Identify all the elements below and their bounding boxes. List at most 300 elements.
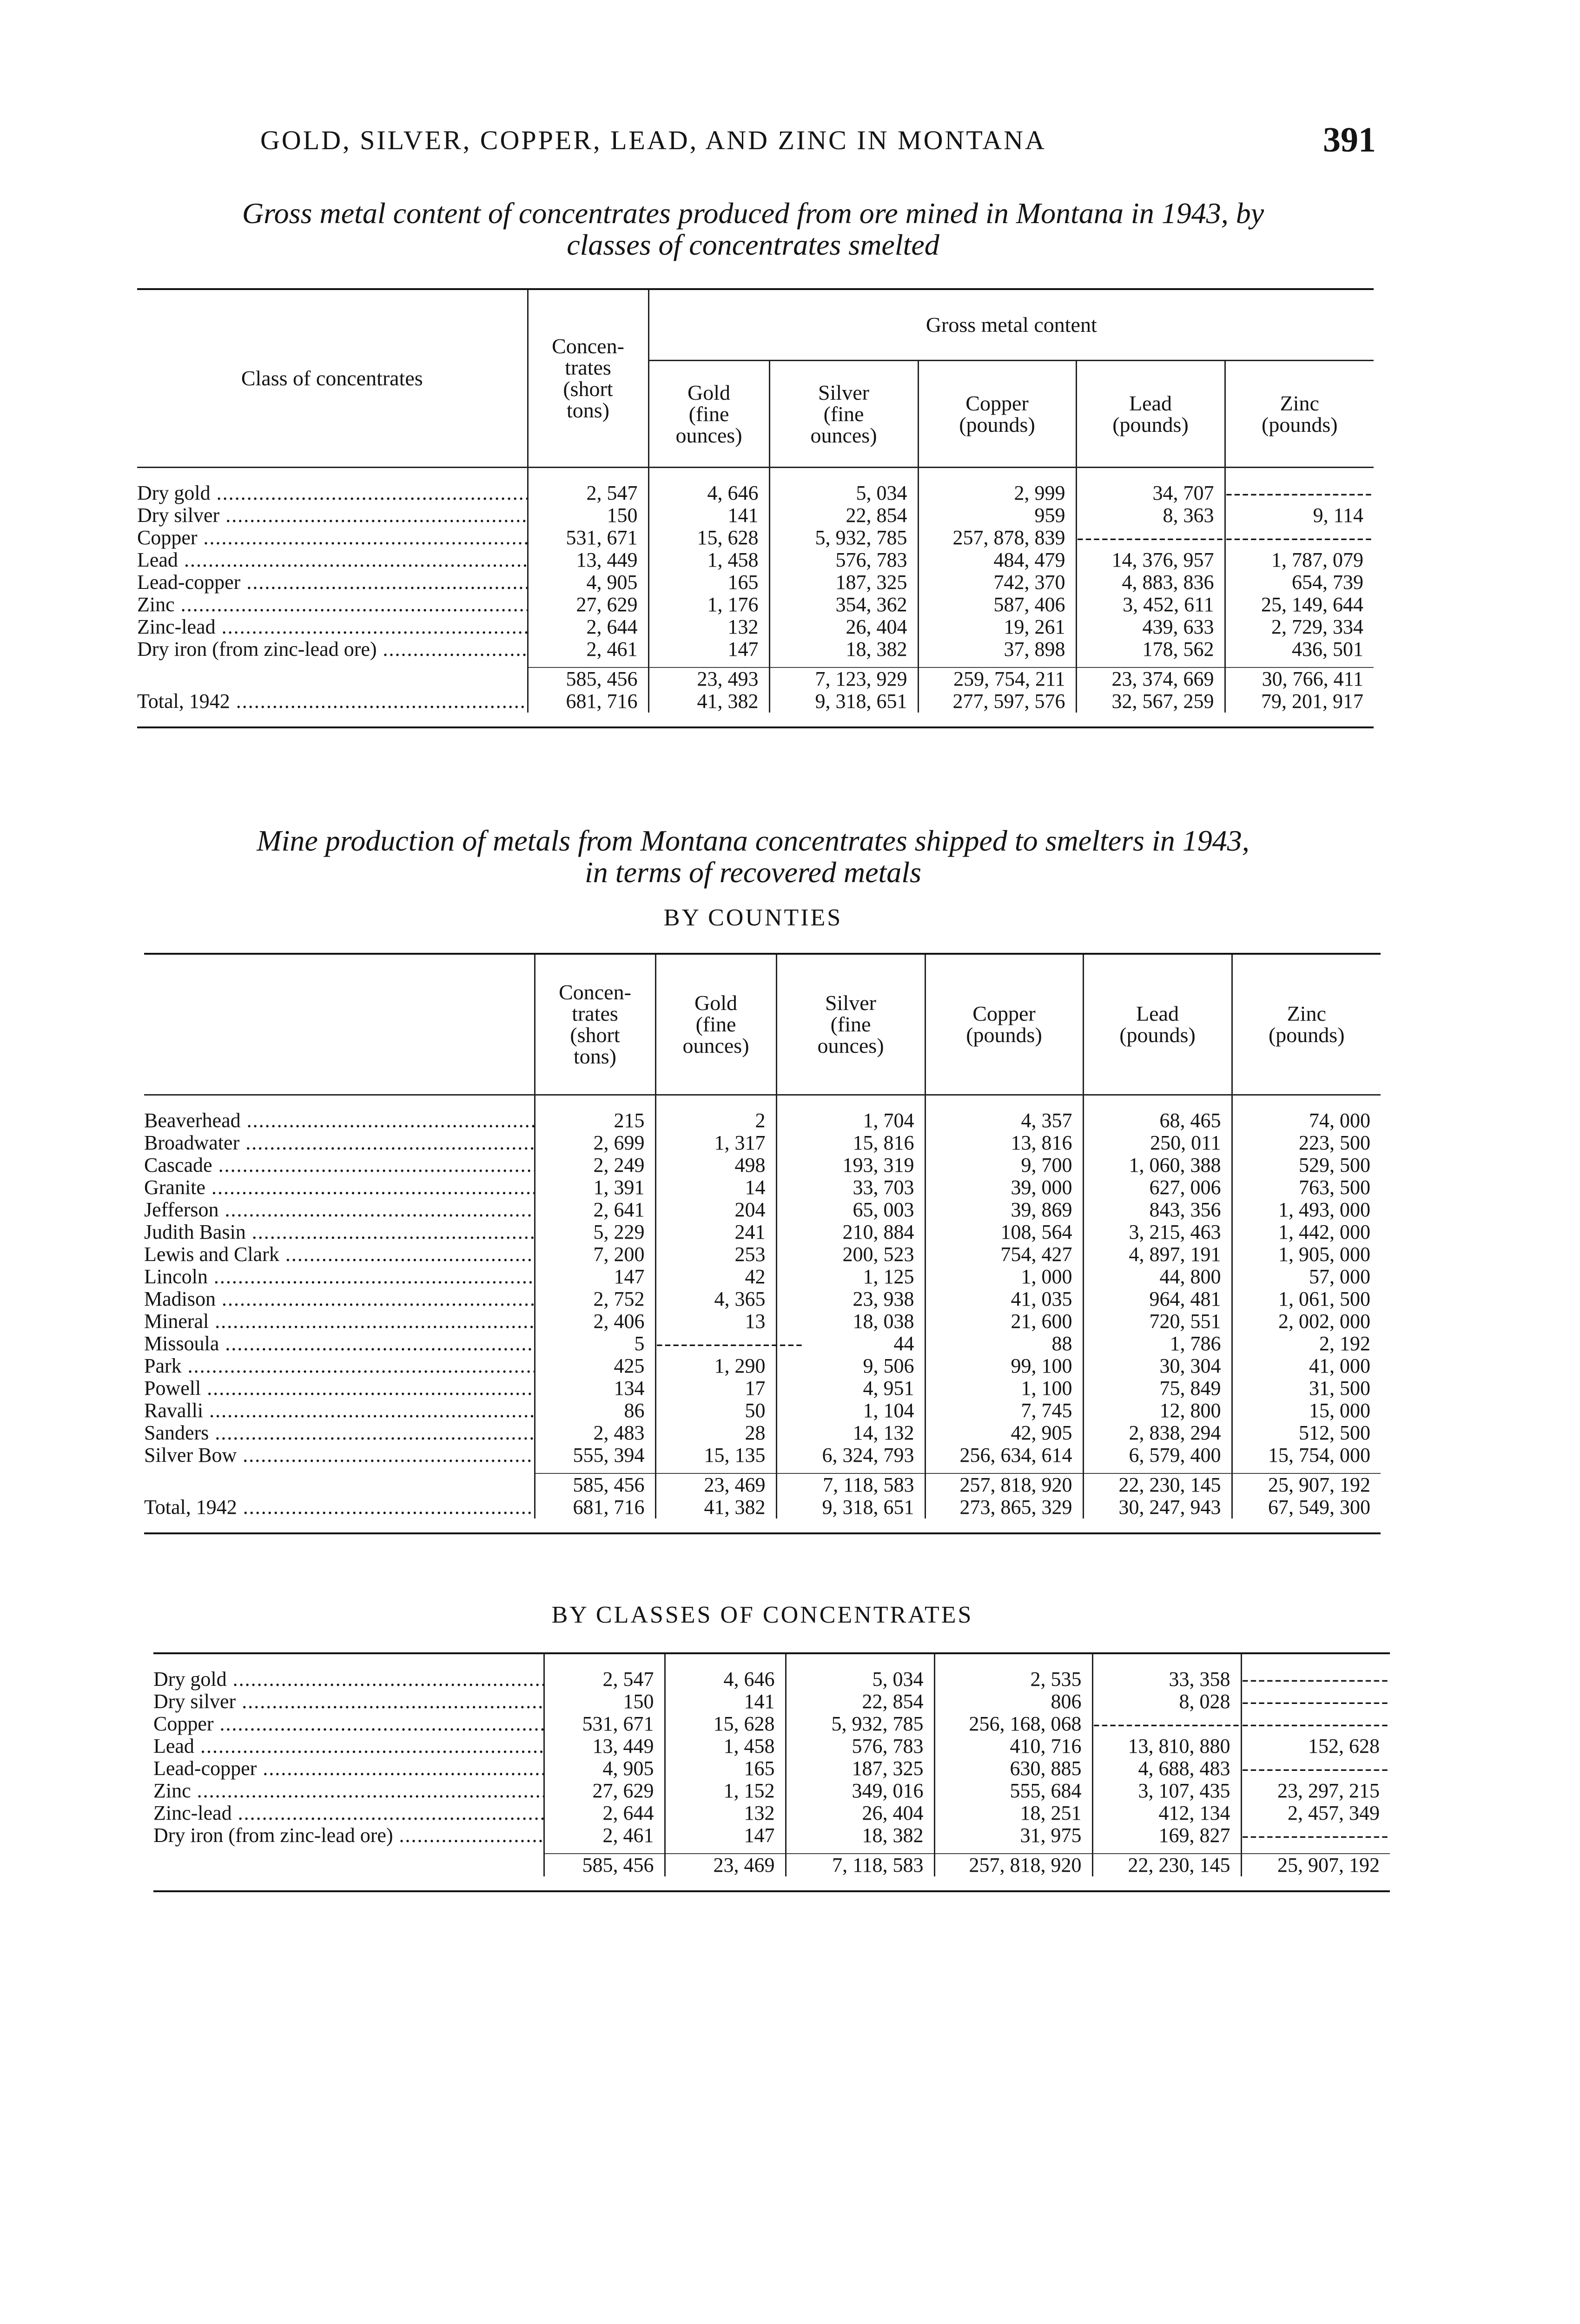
value-cell: 6, 579, 400 bbox=[1083, 1444, 1232, 1466]
value-cell: 23, 938 bbox=[776, 1288, 925, 1310]
value-cell: 2, 644 bbox=[544, 1802, 665, 1824]
t2-body bbox=[144, 1095, 1381, 1519]
value-cell: 484, 479 bbox=[918, 549, 1076, 571]
value-cell: 14, 376, 957 bbox=[1076, 549, 1225, 571]
value-cell: 14 bbox=[655, 1176, 776, 1199]
value-cell: 529, 500 bbox=[1232, 1154, 1381, 1176]
value-cell: 1, 060, 388 bbox=[1083, 1154, 1232, 1176]
t1-header-copper: Copper (pounds) bbox=[918, 361, 1076, 468]
row-label: Lead ..... bbox=[153, 1735, 544, 1757]
empty-cell-dashes bbox=[1241, 1713, 1390, 1735]
value-cell: 1, 061, 500 bbox=[1232, 1288, 1381, 1310]
table-row bbox=[144, 1132, 1381, 1154]
value-cell: 30, 247, 943 bbox=[1083, 1496, 1232, 1519]
value-cell: 257, 818, 920 bbox=[934, 1854, 1092, 1876]
value-cell: 4, 905 bbox=[528, 571, 648, 594]
value-cell: 17 bbox=[655, 1377, 776, 1400]
table-row bbox=[144, 1154, 1381, 1176]
table-row bbox=[144, 1377, 1381, 1400]
row-label: Zinc-lead ..... bbox=[153, 1802, 544, 1824]
value-cell: 843, 356 bbox=[1083, 1199, 1232, 1221]
value-cell: 1, 100 bbox=[925, 1377, 1083, 1400]
value-cell: 187, 325 bbox=[786, 1757, 934, 1780]
value-cell: 50 bbox=[655, 1400, 776, 1422]
table-row bbox=[137, 638, 1374, 660]
value-cell: 1, 786 bbox=[1083, 1333, 1232, 1355]
value-cell: 256, 168, 068 bbox=[934, 1713, 1092, 1735]
value-cell: 2, 752 bbox=[535, 1288, 655, 1310]
value-cell: 256, 634, 614 bbox=[925, 1444, 1083, 1466]
value-cell: 178, 562 bbox=[1076, 638, 1225, 660]
value-cell: 2, 406 bbox=[535, 1310, 655, 1333]
value-cell: 2, 838, 294 bbox=[1083, 1422, 1232, 1444]
value-cell: 7, 745 bbox=[925, 1400, 1083, 1422]
value-cell: 187, 325 bbox=[769, 571, 918, 594]
row-label: Total, 1942 ..... bbox=[137, 690, 528, 713]
row-label: Madison ..... bbox=[144, 1288, 535, 1310]
row-label: Dry gold ..... bbox=[153, 1668, 544, 1690]
value-cell: 25, 149, 644 bbox=[1225, 594, 1374, 616]
table-row bbox=[144, 1310, 1381, 1333]
value-cell: 13, 816 bbox=[925, 1132, 1083, 1154]
value-cell: 585, 456 bbox=[528, 667, 648, 690]
value-cell: 31, 975 bbox=[934, 1824, 1092, 1847]
t3-body bbox=[153, 1654, 1390, 1876]
value-cell: 439, 633 bbox=[1076, 616, 1225, 638]
value-cell: 2, 461 bbox=[528, 638, 648, 660]
row-label: Zinc ..... bbox=[137, 594, 528, 616]
value-cell: 18, 382 bbox=[786, 1824, 934, 1847]
value-cell: 150 bbox=[528, 504, 648, 527]
table-row bbox=[144, 1333, 1381, 1355]
table-mine-production-by-counties bbox=[144, 953, 1381, 1534]
value-cell: 86 bbox=[535, 1400, 655, 1422]
value-cell: 1, 000 bbox=[925, 1266, 1083, 1288]
total-row bbox=[144, 1496, 1381, 1519]
value-cell: 34, 707 bbox=[1076, 482, 1225, 504]
value-cell: 74, 000 bbox=[1232, 1109, 1381, 1132]
value-cell: 5, 932, 785 bbox=[769, 527, 918, 549]
value-cell: 587, 406 bbox=[918, 594, 1076, 616]
value-cell: 4, 357 bbox=[925, 1109, 1083, 1132]
row-label: Lead-copper ..... bbox=[137, 571, 528, 594]
value-cell: 576, 783 bbox=[786, 1735, 934, 1757]
value-cell: 8, 363 bbox=[1076, 504, 1225, 527]
row-label: Dry gold ..... bbox=[137, 482, 528, 504]
value-cell: 13 bbox=[655, 1310, 776, 1333]
table-row bbox=[144, 1221, 1381, 1243]
value-cell: 4, 646 bbox=[665, 1668, 786, 1690]
value-cell: 585, 456 bbox=[535, 1473, 655, 1496]
row-label: Mineral ..... bbox=[144, 1310, 535, 1333]
value-cell: 5 bbox=[535, 1333, 655, 1355]
row-label: Powell ..... bbox=[144, 1377, 535, 1400]
running-title: GOLD, SILVER, COPPER, LEAD, AND ZINC IN MONTANA bbox=[260, 125, 1046, 155]
row-label bbox=[153, 1854, 544, 1876]
value-cell: 531, 671 bbox=[544, 1713, 665, 1735]
value-cell: 1, 104 bbox=[776, 1400, 925, 1422]
value-cell: 15, 135 bbox=[655, 1444, 776, 1466]
t2-header-gold: Gold (fine ounces) bbox=[655, 954, 776, 1095]
value-cell: 7, 118, 583 bbox=[776, 1473, 925, 1496]
value-cell: 8, 028 bbox=[1092, 1690, 1241, 1713]
t1-header-concentrates: Concen- trates (short tons) bbox=[528, 289, 648, 468]
value-cell: 27, 629 bbox=[544, 1780, 665, 1802]
empty-cell-dashes bbox=[1241, 1757, 1390, 1780]
value-cell: 169, 827 bbox=[1092, 1824, 1241, 1847]
value-cell: 2, 249 bbox=[535, 1154, 655, 1176]
t3-foot bbox=[153, 1876, 1390, 1891]
table-gross-metal-content bbox=[137, 288, 1374, 728]
value-cell: 2, 192 bbox=[1232, 1333, 1381, 1355]
value-cell: 30, 766, 411 bbox=[1225, 667, 1374, 690]
value-cell: 22, 230, 145 bbox=[1083, 1473, 1232, 1496]
table-row bbox=[144, 1444, 1381, 1466]
t1-foot bbox=[137, 713, 1374, 727]
t1-header-class: Class of concentrates bbox=[137, 289, 528, 468]
t1-header-zinc: Zinc (pounds) bbox=[1225, 361, 1374, 468]
value-cell: 9, 506 bbox=[776, 1355, 925, 1377]
value-cell: 18, 382 bbox=[769, 638, 918, 660]
value-cell: 18, 038 bbox=[776, 1310, 925, 1333]
value-cell: 132 bbox=[665, 1802, 786, 1824]
value-cell: 630, 885 bbox=[934, 1757, 1092, 1780]
t1-header-gold: Gold (fine ounces) bbox=[648, 361, 769, 468]
empty-cell-dashes bbox=[1241, 1690, 1390, 1713]
value-cell: 576, 783 bbox=[769, 549, 918, 571]
value-cell: 19, 261 bbox=[918, 616, 1076, 638]
t2-header-label bbox=[144, 954, 535, 1095]
value-cell: 354, 362 bbox=[769, 594, 918, 616]
value-cell: 5, 229 bbox=[535, 1221, 655, 1243]
value-cell: 9, 700 bbox=[925, 1154, 1083, 1176]
t1-header-group: Gross metal content bbox=[648, 289, 1374, 361]
value-cell: 141 bbox=[665, 1690, 786, 1713]
value-cell: 23, 374, 669 bbox=[1076, 667, 1225, 690]
row-label: Lead-copper ..... bbox=[153, 1757, 544, 1780]
value-cell: 39, 000 bbox=[925, 1176, 1083, 1199]
empty-cell-dashes bbox=[1225, 482, 1374, 504]
running-head bbox=[260, 120, 1376, 162]
value-cell: 277, 597, 576 bbox=[918, 690, 1076, 713]
value-cell: 23, 493 bbox=[648, 667, 769, 690]
value-cell: 13, 449 bbox=[544, 1735, 665, 1757]
row-label: Judith Basin ..... bbox=[144, 1221, 535, 1243]
value-cell: 1, 905, 000 bbox=[1232, 1243, 1381, 1266]
value-cell: 754, 427 bbox=[925, 1243, 1083, 1266]
value-cell: 4, 688, 483 bbox=[1092, 1757, 1241, 1780]
value-cell: 349, 016 bbox=[786, 1780, 934, 1802]
table-row bbox=[144, 1199, 1381, 1221]
table-row bbox=[144, 1355, 1381, 1377]
value-cell: 33, 358 bbox=[1092, 1668, 1241, 1690]
value-cell: 257, 878, 839 bbox=[918, 527, 1076, 549]
value-cell: 654, 739 bbox=[1225, 571, 1374, 594]
value-cell: 134 bbox=[535, 1377, 655, 1400]
value-cell: 75, 849 bbox=[1083, 1377, 1232, 1400]
value-cell: 21, 600 bbox=[925, 1310, 1083, 1333]
value-cell: 253 bbox=[655, 1243, 776, 1266]
value-cell: 15, 000 bbox=[1232, 1400, 1381, 1422]
empty-cell-dashes bbox=[1241, 1668, 1390, 1690]
table-row bbox=[144, 1288, 1381, 1310]
table-row bbox=[137, 504, 1374, 527]
value-cell: 15, 754, 000 bbox=[1232, 1444, 1381, 1466]
value-cell: 150 bbox=[544, 1690, 665, 1713]
value-cell: 23, 469 bbox=[665, 1854, 786, 1876]
value-cell: 585, 456 bbox=[544, 1854, 665, 1876]
value-cell: 964, 481 bbox=[1083, 1288, 1232, 1310]
value-cell: 2, 999 bbox=[918, 482, 1076, 504]
value-cell: 200, 523 bbox=[776, 1243, 925, 1266]
value-cell: 4, 646 bbox=[648, 482, 769, 504]
table-row bbox=[153, 1690, 1390, 1713]
table-row bbox=[153, 1780, 1390, 1802]
table1-caption bbox=[135, 198, 1371, 261]
value-cell: 763, 500 bbox=[1232, 1176, 1381, 1199]
value-cell: 13, 449 bbox=[528, 549, 648, 571]
value-cell: 67, 549, 300 bbox=[1232, 1496, 1381, 1519]
value-cell: 1, 704 bbox=[776, 1109, 925, 1132]
value-cell: 2, 644 bbox=[528, 616, 648, 638]
value-cell: 512, 500 bbox=[1232, 1422, 1381, 1444]
table-mine-production-by-classes bbox=[153, 1652, 1390, 1892]
value-cell: 5, 034 bbox=[769, 482, 918, 504]
value-cell: 4, 897, 191 bbox=[1083, 1243, 1232, 1266]
value-cell: 22, 230, 145 bbox=[1092, 1854, 1241, 1876]
value-cell: 31, 500 bbox=[1232, 1377, 1381, 1400]
table-row bbox=[144, 1176, 1381, 1199]
value-cell: 4, 365 bbox=[655, 1288, 776, 1310]
value-cell: 204 bbox=[655, 1199, 776, 1221]
t2-header-copper: Copper (pounds) bbox=[925, 954, 1083, 1095]
row-label: Zinc-lead ..... bbox=[137, 616, 528, 638]
value-cell: 15, 816 bbox=[776, 1132, 925, 1154]
row-label: Ravalli ..... bbox=[144, 1400, 535, 1422]
t1-body bbox=[137, 468, 1374, 713]
value-cell: 39, 869 bbox=[925, 1199, 1083, 1221]
row-label: Copper ..... bbox=[137, 527, 528, 549]
table2-caption-line2: in terms of recovered metals bbox=[585, 856, 921, 889]
value-cell: 15, 628 bbox=[665, 1713, 786, 1735]
row-label: Cascade ..... bbox=[144, 1154, 535, 1176]
value-cell: 30, 304 bbox=[1083, 1355, 1232, 1377]
value-cell: 1, 125 bbox=[776, 1266, 925, 1288]
t1-header-silver: Silver (fine ounces) bbox=[769, 361, 918, 468]
value-cell: 9, 318, 651 bbox=[776, 1496, 925, 1519]
value-cell: 4, 951 bbox=[776, 1377, 925, 1400]
table-row bbox=[144, 1400, 1381, 1422]
row-label bbox=[144, 1473, 535, 1496]
value-cell: 1, 458 bbox=[648, 549, 769, 571]
value-cell: 2, 641 bbox=[535, 1199, 655, 1221]
total-row bbox=[137, 690, 1374, 713]
value-cell: 44 bbox=[776, 1333, 925, 1355]
value-cell: 627, 006 bbox=[1083, 1176, 1232, 1199]
value-cell: 959 bbox=[918, 504, 1076, 527]
value-cell: 165 bbox=[648, 571, 769, 594]
value-cell: 1, 391 bbox=[535, 1176, 655, 1199]
value-cell: 23, 297, 215 bbox=[1241, 1780, 1390, 1802]
value-cell: 1, 787, 079 bbox=[1225, 549, 1374, 571]
value-cell: 7, 118, 583 bbox=[786, 1854, 934, 1876]
table-row bbox=[153, 1713, 1390, 1735]
value-cell: 2, 535 bbox=[934, 1668, 1092, 1690]
row-label bbox=[137, 667, 528, 690]
value-cell: 33, 703 bbox=[776, 1176, 925, 1199]
value-cell: 65, 003 bbox=[776, 1199, 925, 1221]
value-cell: 41, 382 bbox=[655, 1496, 776, 1519]
table-row bbox=[137, 571, 1374, 594]
value-cell: 1, 493, 000 bbox=[1232, 1199, 1381, 1221]
row-label: Granite ..... bbox=[144, 1176, 535, 1199]
value-cell: 7, 200 bbox=[535, 1243, 655, 1266]
table-row bbox=[144, 1266, 1381, 1288]
value-cell: 259, 754, 211 bbox=[918, 667, 1076, 690]
row-label: Silver Bow ..... bbox=[144, 1444, 535, 1466]
value-cell: 6, 324, 793 bbox=[776, 1444, 925, 1466]
value-cell: 9, 114 bbox=[1225, 504, 1374, 527]
table-row bbox=[153, 1824, 1390, 1847]
value-cell: 68, 465 bbox=[1083, 1109, 1232, 1132]
t2-header-lead: Lead (pounds) bbox=[1083, 954, 1232, 1095]
total-row bbox=[137, 667, 1374, 690]
value-cell: 555, 684 bbox=[934, 1780, 1092, 1802]
value-cell: 99, 100 bbox=[925, 1355, 1083, 1377]
value-cell: 147 bbox=[535, 1266, 655, 1288]
row-label: Broadwater ..... bbox=[144, 1132, 535, 1154]
value-cell: 32, 567, 259 bbox=[1076, 690, 1225, 713]
t2-header-silver: Silver (fine ounces) bbox=[776, 954, 925, 1095]
value-cell: 2, 457, 349 bbox=[1241, 1802, 1390, 1824]
value-cell: 5, 932, 785 bbox=[786, 1713, 934, 1735]
value-cell: 37, 898 bbox=[918, 638, 1076, 660]
value-cell: 14, 132 bbox=[776, 1422, 925, 1444]
value-cell: 3, 107, 435 bbox=[1092, 1780, 1241, 1802]
value-cell: 250, 011 bbox=[1083, 1132, 1232, 1154]
row-label: Dry iron (from zinc-lead ore) ..... bbox=[153, 1824, 544, 1847]
value-cell: 215 bbox=[535, 1109, 655, 1132]
value-cell: 42 bbox=[655, 1266, 776, 1288]
t2-header-zinc: Zinc (pounds) bbox=[1232, 954, 1381, 1095]
value-cell: 2, 547 bbox=[544, 1668, 665, 1690]
value-cell: 13, 810, 880 bbox=[1092, 1735, 1241, 1757]
value-cell: 681, 716 bbox=[528, 690, 648, 713]
t2-foot bbox=[144, 1519, 1381, 1533]
value-cell: 44, 800 bbox=[1083, 1266, 1232, 1288]
value-cell: 720, 551 bbox=[1083, 1310, 1232, 1333]
value-cell: 436, 501 bbox=[1225, 638, 1374, 660]
value-cell: 498 bbox=[655, 1154, 776, 1176]
value-cell: 2, 483 bbox=[535, 1422, 655, 1444]
value-cell: 42, 905 bbox=[925, 1422, 1083, 1444]
table1-caption-line1: Gross metal content of concentrates produced from ore mined in Montana in 1943, by bbox=[242, 197, 1264, 230]
value-cell: 152, 628 bbox=[1241, 1735, 1390, 1757]
table-row bbox=[144, 1243, 1381, 1266]
value-cell: 147 bbox=[665, 1824, 786, 1847]
table2-caption bbox=[135, 825, 1371, 888]
value-cell: 681, 716 bbox=[535, 1496, 655, 1519]
value-cell: 257, 818, 920 bbox=[925, 1473, 1083, 1496]
value-cell: 15, 628 bbox=[648, 527, 769, 549]
table-row bbox=[137, 594, 1374, 616]
row-label: Dry iron (from zinc-lead ore) ..... bbox=[137, 638, 528, 660]
value-cell: 25, 907, 192 bbox=[1241, 1854, 1390, 1876]
table-row bbox=[137, 527, 1374, 549]
table-row bbox=[153, 1757, 1390, 1780]
value-cell: 41, 000 bbox=[1232, 1355, 1381, 1377]
value-cell: 273, 865, 329 bbox=[925, 1496, 1083, 1519]
value-cell: 410, 716 bbox=[934, 1735, 1092, 1757]
value-cell: 18, 251 bbox=[934, 1802, 1092, 1824]
empty-cell-dashes bbox=[1092, 1713, 1241, 1735]
value-cell: 2, 002, 000 bbox=[1232, 1310, 1381, 1333]
value-cell: 1, 290 bbox=[655, 1355, 776, 1377]
row-label: Dry silver ..... bbox=[153, 1690, 544, 1713]
value-cell: 132 bbox=[648, 616, 769, 638]
value-cell: 2, 461 bbox=[544, 1824, 665, 1847]
value-cell: 27, 629 bbox=[528, 594, 648, 616]
value-cell: 1, 176 bbox=[648, 594, 769, 616]
value-cell: 41, 035 bbox=[925, 1288, 1083, 1310]
value-cell: 28 bbox=[655, 1422, 776, 1444]
table-row bbox=[144, 1109, 1381, 1132]
empty-cell-dashes bbox=[1076, 527, 1225, 549]
value-cell: 412, 134 bbox=[1092, 1802, 1241, 1824]
value-cell: 147 bbox=[648, 638, 769, 660]
value-cell: 26, 404 bbox=[786, 1802, 934, 1824]
value-cell: 3, 452, 611 bbox=[1076, 594, 1225, 616]
table2-caption-line1: Mine production of metals from Montana concentrates shipped to smelters in 1943, bbox=[257, 824, 1249, 857]
row-label: Lewis and Clark ..... bbox=[144, 1243, 535, 1266]
table2-subhead: BY COUNTIES bbox=[663, 905, 843, 931]
empty-cell-dashes bbox=[655, 1333, 776, 1355]
value-cell: 165 bbox=[665, 1757, 786, 1780]
table3-subhead: BY CLASSES OF CONCENTRATES bbox=[551, 1602, 973, 1628]
value-cell: 210, 884 bbox=[776, 1221, 925, 1243]
value-cell: 3, 215, 463 bbox=[1083, 1221, 1232, 1243]
table-row bbox=[153, 1668, 1390, 1690]
empty-cell-dashes bbox=[1241, 1824, 1390, 1847]
value-cell: 2, 547 bbox=[528, 482, 648, 504]
row-label: Lead ..... bbox=[137, 549, 528, 571]
value-cell: 23, 469 bbox=[655, 1473, 776, 1496]
value-cell: 7, 123, 929 bbox=[769, 667, 918, 690]
value-cell: 88 bbox=[925, 1333, 1083, 1355]
value-cell: 26, 404 bbox=[769, 616, 918, 638]
row-label: Dry silver ..... bbox=[137, 504, 528, 527]
value-cell: 5, 034 bbox=[786, 1668, 934, 1690]
value-cell: 22, 854 bbox=[786, 1690, 934, 1713]
t2-header-concentrates: Concen- trates (short tons) bbox=[535, 954, 655, 1095]
row-label: Copper ..... bbox=[153, 1713, 544, 1735]
table-row bbox=[153, 1802, 1390, 1824]
value-cell: 12, 800 bbox=[1083, 1400, 1232, 1422]
value-cell: 79, 201, 917 bbox=[1225, 690, 1374, 713]
row-label: Park ..... bbox=[144, 1355, 535, 1377]
value-cell: 22, 854 bbox=[769, 504, 918, 527]
value-cell: 4, 905 bbox=[544, 1757, 665, 1780]
value-cell: 555, 394 bbox=[535, 1444, 655, 1466]
row-label: Zinc ..... bbox=[153, 1780, 544, 1802]
value-cell: 1, 317 bbox=[655, 1132, 776, 1154]
value-cell: 57, 000 bbox=[1232, 1266, 1381, 1288]
row-label: Lincoln ..... bbox=[144, 1266, 535, 1288]
row-label: Beaverhead ..... bbox=[144, 1109, 535, 1132]
value-cell: 9, 318, 651 bbox=[769, 690, 918, 713]
value-cell: 2, 729, 334 bbox=[1225, 616, 1374, 638]
table1-caption-line2: classes of concentrates smelted bbox=[567, 228, 939, 261]
